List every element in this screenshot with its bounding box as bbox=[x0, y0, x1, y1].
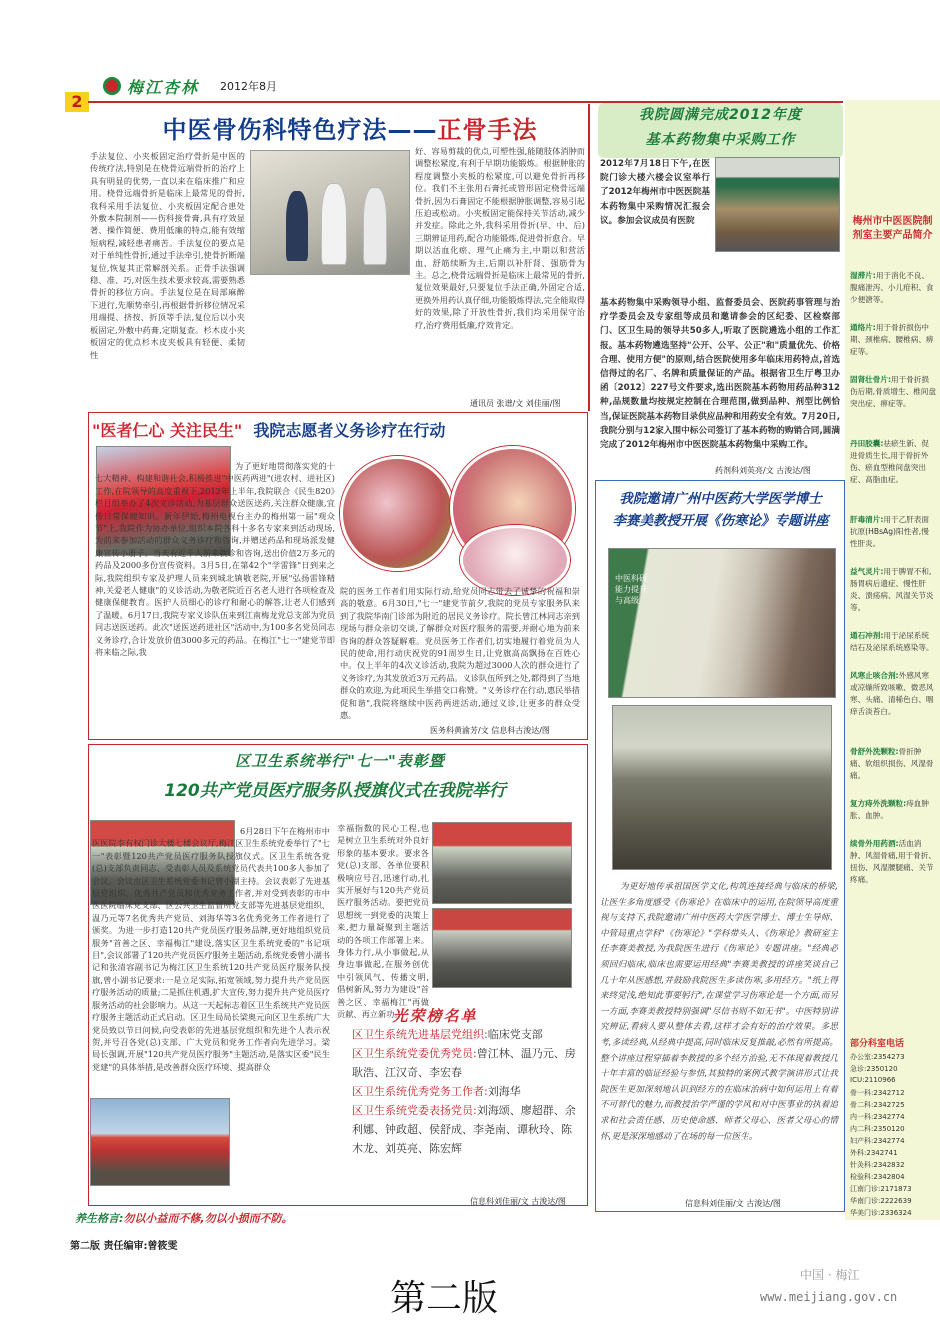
article3-photo-award-2 bbox=[432, 908, 572, 988]
phone-row: 华南门诊:2222639 bbox=[850, 1197, 912, 1205]
article3-byline: 信息科刘佳丽/文 古浚达/图 bbox=[470, 1197, 566, 1206]
article1-photo bbox=[250, 150, 410, 275]
right1-lead: 2012年7月18日下午,在医院门诊大楼六楼会议室举行了2012年梅州市中医医院基本药物集中采购情况汇报会议。参加会议成员有医院 bbox=[600, 159, 710, 226]
article2-photo-circle-1 bbox=[340, 456, 455, 571]
article2-col1: 为了更好地贯彻落实党的十七大精神、构建和谐社会,积极推进"中医药两进"(进农村、进社区)工作,在院领导的高度重视下,2012年上半年,我院联合《民生820》栏目组举办了4次义诊活动,为基层群众送医送药,关注群众健康,宜传日常保健知识。新年伊始,梅州电视台主办的梅州第一届"观众节"上,我院作为协办单位,组织本院各科十多名专家来到活动现场,为前来参加活动的群众义务诊疗和咨询,并赠送药品和现场派发健康宣传小册子。当天有近千人前来就诊和咨询,送出价值2万多元的药品及2000多份宣传资料。3月5日,在第42个"学雷锋"日到来之际,我院组织专家及护理人员来到城北镇敬老院,开展"弘扬雷锋精神,关爱老人健康"的义诊活动,为敬老院近百名老人进行各项检查及健康保健教育。医护人员细心的诊疗和耐心的解答,让老人们感到了温暖。6月17日,我院专家义诊队伍来到江南梅龙党总支部为党员同志送医送药。此次"送医送药进社区"活动中,为100多名党员同志义务诊疗,合计发放价值3000多元的药品。在梅江"七一"建党节即将来临之际,我 bbox=[95, 461, 335, 658]
article1-title-blue: 中医骨伤科特色疗法—— bbox=[162, 116, 438, 144]
phone-row: 外科:2342741 bbox=[850, 1149, 898, 1157]
right2-body: 为更好地传承祖国医学文化,构筑连接经典与临床的桥梁,让医生多角度感受《伤寒论》在临床中的运用,在院领导高度重视与支持下,我院邀请广州中医药大学医学博士、博士生导师、中管局重点学科"《伤寒论》"学科带头人、《伤寒论》教研室主任李赛美教授,为我院医生进行《伤寒论》专题讲座。"经典必须回归临床,临床也需要运用经典"李赛美教授的讲座笑谈自己几十年从医感想,并鼓励我院医生多读伤寒,多用经方。"纸上得来终觉浅,绝知此事要躬行",在课堂学习伤寒论是一个方面,而另一方面,李赛美教授特别强调"尽信书则不如无书"。中医特别讲究辨证,看病人要从整体去看,这样才会有好的治疗效果。多思考,多读经典,从经典中提高,同时临床反复推敲,必然有所提高。整个讲座过程穿插着李教授的多个经方治验,无不体现着教授几十年丰富的临证经验与参悟,其独特的案例式教学演讲形式让我院医生更加深刻地认识到经方的在临床治病中如何运用上有着不可替代的魅力,而教授治学严谨的学风和对中医事业的执着追求和社会责任感、历史使命感、师者父母心、医者父母心的情怀,更是深深地感动了在场的每一位医生。 bbox=[600, 882, 838, 1142]
phones-title: 部分科室电话 bbox=[850, 1039, 905, 1049]
product-entry: 丹田胶囊:祛瘀生新、促进骨质生长,用于骨折外伤、瘀血型椎间盘突出症、高脂血症。 bbox=[850, 439, 929, 484]
right1-photo-meeting bbox=[715, 157, 840, 252]
honor-roll-entry: 区卫生系统党委优秀党员:曾江林、温乃元、房耿浩、江汉奇、李宏春 bbox=[352, 1047, 576, 1079]
right1-title-banner bbox=[598, 103, 843, 158]
article1-col2: 好、容易剪裁的优点,可塑性强,能随肢体消肿而调整松紧度,有利于早期功能锻炼。根据肿胀的程度调整小夹板的松紧度,可以避免骨折再移位。我们不主张用石膏托或管形固定桡骨远端骨折,因为石膏固定不能根据肿胀调整,容易引起压迫或松动。小夹板固定能保持关节活动,减少并发症。除此之外,我科采用骨折(早、中、后)三期辨证用药,配合功能锻炼,促进骨折愈合。早期以活血化瘀、理气止痛为主,中期以和营活血、舒筋续断为主,后期以补肝肾、强筋骨为主。总之,桡骨远端骨折是临床上最常见的骨折,复位效果最好,只要复位手法正确,外固定合适,更换外用药认真仔细,功能锻炼得法,完全能取得好的效果,除了开放性骨折,我们均采用保守治疗,治疗费用低廉,疗效肯定。 bbox=[415, 146, 585, 330]
right2-photo-audience bbox=[612, 705, 832, 870]
edition-editor: 第二版 责任编审:曾筱雯 bbox=[70, 1241, 178, 1252]
right2-title bbox=[598, 488, 843, 532]
phone-row: 针灸科:2342832 bbox=[850, 1161, 905, 1169]
honor-roll-title: 光荣榜名单 bbox=[392, 1007, 478, 1025]
hospital-logo-icon bbox=[103, 77, 121, 95]
watermark-url: www.meijiang.gov.cn bbox=[760, 1290, 898, 1304]
sidebar-title: 梅州市中医医院制剂室主要产品简介 bbox=[852, 216, 933, 241]
phone-row: 办公室:2354273 bbox=[850, 1053, 905, 1061]
right2-photo-lecture bbox=[608, 548, 836, 698]
article1-col1: 手法复位、小夹板固定治疗骨折是中医的传统疗法,特别是在桡骨远端骨折的治疗上具有明显的优势,一直以来在临床推广和应用。桡骨远端骨折是临床上最常见的骨折,我科采用手法复位、小夹板固定配合患处外敷本院制剂——伤科接骨膏,具有疗效显著、操作简便、费用低廉的特点,能有效缩短病程,减轻患者痛苦。手法复位的要点是对于单纯性骨折,通过手法牵引,使骨折断端复位,恢复其正常解剖关系。正骨手法强调稳、准、巧,对医生技术要求较高,需要熟悉骨折的移位方向。手法复位是在局部麻醉下进行,先顺势牵引,再根据骨折移位情况采用端提、挤按、折顶等手法,复位后以小夹板固定,外敷中药膏,定期复查。杉木皮小夹板固定的优点杉木皮夹板具有轻便、柔韧性 bbox=[90, 151, 245, 360]
right1-body: 基本药物集中采购领导小组、监督委员会、医院药事管理与治疗学委员会及专家组等成员和邀请参会的区纪委、区检察部门、区卫生局的领导共50多人,听取了医院遴选小组的工作汇报。基本药物遴选坚持"公开、公平、公正"和"质量优先、价格合理、使用方便"的原则,结合医院使用多年临床用药特点,首选信得过的名厂、名牌和质量保证的产品。根据省卫生厅粤卫办函〔2012〕227号文件要求,选出医院基本药物用药品种312种,品规数量均按规定控制在合理范围,做到品种、剂型比例恰当,保证医院基本药物目录供应品种和用药安全有效。7月20日,我院分别与12家入围中标公司签订了基本药物的购销合同,圆满完成了2012年梅州市中医医院基本药物集中采购工作。 bbox=[600, 298, 840, 451]
honor-roll-entry: 区卫生系统优秀党务工作者:刘海华 bbox=[352, 1085, 521, 1098]
phone-row: 骨二科:2342725 bbox=[850, 1101, 905, 1109]
phone-row: 内二科:2350120 bbox=[850, 1125, 905, 1133]
product-entry: 风寒止咳合剂:外感风寒或凉燥所致咳嗽、微恶风寒、头痛、清稀色白、咽痒舌淡苔白。 bbox=[850, 671, 934, 716]
product-entry: 湿滞片:用于消化不良、腹痛泄泻、小儿疳积、食少便溏等。 bbox=[850, 271, 934, 304]
article2-title-blue: 我院志愿者义务诊疗在行动 bbox=[253, 421, 446, 440]
honor-roll-entry: 区卫生系统党委表扬党员:刘海颂、廖超群、余利娜、钟政超、侯舒成、李尧南、谭秋玲、陈木龙、刘英亮、陈宏辉 bbox=[352, 1104, 576, 1155]
phone-row: 内一科:2342774 bbox=[850, 1113, 905, 1121]
product-entry: 固肾壮骨片:用于骨折损伤后期,骨质增生、椎间盘突出症、痹症等。 bbox=[850, 375, 936, 408]
right1-title-line1: 我院圆满完成2012年度 bbox=[639, 107, 802, 123]
article1-byline: 通讯员 张谱/文 刘佳丽/图 bbox=[470, 399, 561, 408]
watermark-cn: 中国 · 梅江 bbox=[800, 1268, 860, 1282]
right1-byline: 药剂科刘英亮/文 古浚达/图 bbox=[715, 466, 811, 475]
article2-col2: 院的医务工作者们用实际行动,给党员同志带去了诚挚的祝福和崇高的敬意。6月30日,"七一"建党节前夕,我院的党员专家服务队来到了我院华南门诊部为附近的居民义务诊疗。院长曾江林同志亲到现场与群众亲切交谈,了解群众对医疗服务的需要,并耐心地为前来咨询的群众答疑解难。党员医务工作者们,切实地履行着党员为人民的使命,用行动庆祝党的91周岁生日,让党旗高高飘扬在百姓心中。仅上半年的4次义诊活动,我院为超过3000人次的群众进行了义务诊疗,为其发放近3万元药品。义诊队伍所到之处,都得到了当地群众的欢迎,为此项民生举措交口称赞。"义务诊疗在行动,惠民举措促和谐",我院将继续中医药两进活动,通过义诊,让更多的群众受惠。 bbox=[340, 586, 580, 721]
phone-row: 江南门诊:2171873 bbox=[850, 1185, 912, 1193]
right1-title-line2: 基本药物集中采购工作 bbox=[645, 132, 796, 148]
article2-title-red: "医者仁心 关注民生" bbox=[92, 421, 243, 440]
proverb-label: 养生格言: bbox=[75, 1212, 124, 1225]
product-entry: 通石冲剂:用于泌尿系统结石及泌尿系统感染等。 bbox=[850, 631, 934, 652]
article3-title-line1: 区卫生系统举行"七一"表彰暨 bbox=[235, 752, 445, 770]
article3-photo-award-1 bbox=[432, 822, 572, 904]
right2-photo-banner: 中医科研能力提升与高级 bbox=[615, 574, 647, 605]
proverb-text: 勿以小益而不修,勿以小损而不防。 bbox=[123, 1212, 293, 1225]
phone-row: 华美门诊:2336324 bbox=[850, 1209, 912, 1217]
product-entry: 复方痔外洗颗粒:痔血肿胀、血肿。 bbox=[850, 799, 929, 820]
article1-title-red: 正骨手法 bbox=[437, 116, 538, 144]
page-number-badge: 2 bbox=[65, 92, 89, 112]
phone-row: 急诊:2350120 bbox=[850, 1065, 898, 1073]
masthead-title: 梅江杏林 bbox=[127, 78, 200, 97]
article3-title-line2: 120共产党员医疗服务队授旗仪式在我院举行 bbox=[164, 781, 506, 801]
page-label: 第二版 bbox=[390, 1278, 499, 1319]
issue-date: 2012年8月 bbox=[220, 80, 277, 93]
right2-title-line2: 李赛美教授开展《伤寒论》专题讲座 bbox=[612, 513, 829, 529]
honor-roll-entry: 区卫生系统先进基层党组织:临床党支部 bbox=[352, 1028, 543, 1041]
right2-byline: 信息科刘佳丽/文 古浚达/图 bbox=[685, 1199, 781, 1208]
phone-row: ICU:2110966 bbox=[850, 1076, 896, 1084]
health-proverb bbox=[75, 1210, 595, 1226]
article2-title bbox=[92, 418, 562, 441]
article3-col2: 幸福指数的民心工程,也是树立卫生系统对外良好形象的基本要求。要求各党(总)支部、各单位要积极响应号召,迅速行动,扎实开展好与120共产党员医疗服务活动。要把党员思想统一到党委的决策上来,把力量凝聚到主题活动的各项工作部署上来。身体力行,从小事做起,从身边事做起,在服务创优中引领风气、传播文明,倡树新风,努力为建设"首善之区、幸福梅江"再做贡献、再立新功。 bbox=[337, 823, 429, 1020]
product-entry: 续骨外用药酒:活血消肿、风湿骨痛,用于骨折、扭伤、风湿腰腿痛、关节疼痛。 bbox=[850, 839, 936, 884]
phone-row: 检验科:2342804 bbox=[850, 1173, 905, 1181]
product-entry: 通络片:用于骨折损伤中期、颈椎病、腰椎病、痹症等。 bbox=[850, 323, 934, 356]
article3-col1: 6月28日下午在梅州市中医医院李有权门诊大楼七楼会议厅,梅江区卫生系统党委举行了"七一"表彰暨120共产党员医疗服务队授旗仪式。区卫生系统各党(总)支部负责同志、受表彰人员及系统党员代表共100多人参加了会议。会议由区卫生系统党委书记曾小湖主持。会议表彰了先进基层党组织、优秀共产党员和优秀党务工作者,并对受到表彰的市中医医院临床党支部、区公共卫生监督所党支部等先进基层党组织、温乃元等7名优秀共产党员、刘海华等3名优秀党务工作者进行了颁奖。为进一步打造120共产党员医疗服务品牌,更好地组织党员服务"首善之区、幸福梅江"建设,落实区卫生系统党委的"书记项目",会议部署了120共产党员医疗服务主题活动,系统党委曾小湖书记和张清容副书记为梅江区卫生系统120共产党员医疗服务队授旗,曾小湖书记要求:一是立足实际,拓宽领域,努力提升共产党员医疗服务活动的质量;二是抓住机遇,扩大宣传,努力提升共产党员医疗服务活动的社会影响力。从这一天起标志着区卫生系统共产党员医疗服务主题活动正式启动。区卫生局局长梁奥元向区卫生系统广大党员致以节日问候,向受表彰的先进基层党组织和先进个人表示祝贺,并号召各党(总)支部、广大党员和党务工作者向先进学习。梁局长强调,开展"120共产党员医疗服务"主题活动,是落实区委"民生党建"的具体举措,是改善群众医疗环境、提高群众 bbox=[92, 826, 330, 1072]
product-entry: 益气灵片:用于脾胃不和,肠胃病后遗症、慢性肝炎、溃疡病、风湿关节炎等。 bbox=[850, 567, 934, 612]
product-entry: 骨舒外洗颗粒:骨折肿痛、软组织损伤、风湿骨痛。 bbox=[850, 747, 934, 780]
article2-byline: 医务科黄渝芳/文 信息科古浚达/图 bbox=[430, 726, 550, 735]
phone-row: 骨一科:2342712 bbox=[850, 1089, 905, 1097]
phone-row: 妇产科:2342774 bbox=[850, 1137, 905, 1145]
right2-title-line1: 我院邀请广州中医药大学医学博士 bbox=[619, 491, 822, 507]
product-entry: 肝毒清片:用于乙肝表面抗原(HBsAg)阳性者,慢性肝炎。 bbox=[850, 515, 929, 548]
